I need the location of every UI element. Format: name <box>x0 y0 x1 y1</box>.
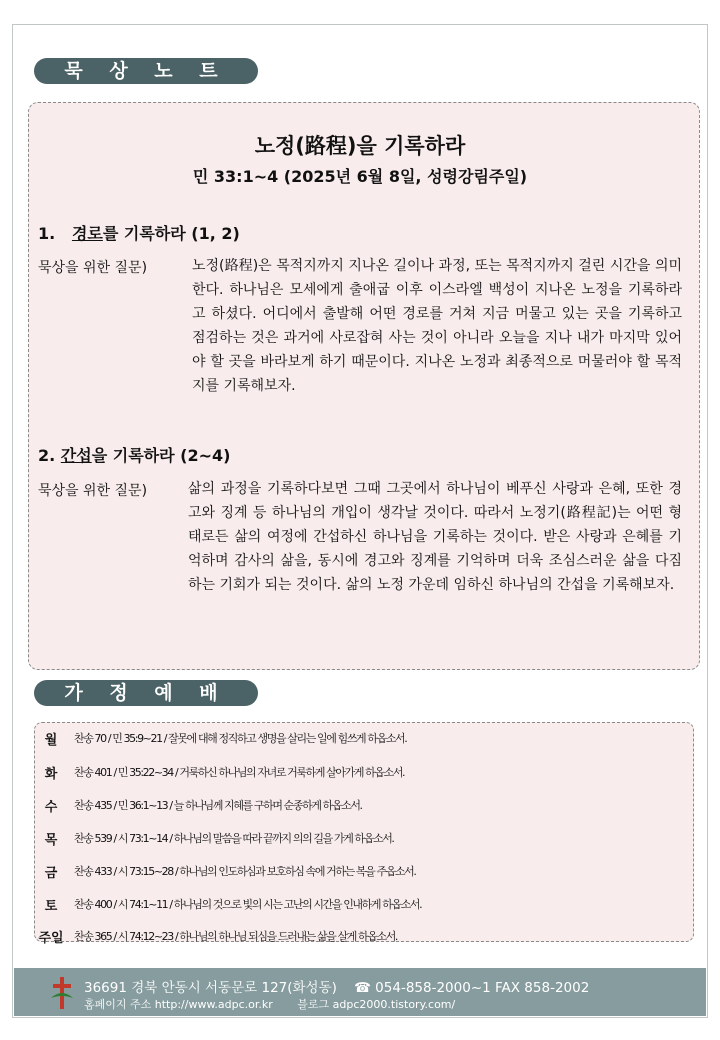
meditation-section-label: 묵 상 노 트 <box>34 58 258 84</box>
point-2-keyword: 간섭 <box>60 446 92 465</box>
footer-web-line <box>84 996 455 1012</box>
footer-blog[interactable]: 블로그 adpc2000.tistory.com/ <box>297 998 456 1011</box>
sermon-reference: 민 33:1~4 (2025년 6월 8일, 성령강림주일) <box>192 167 528 186</box>
worship-day: 금 <box>44 866 58 881</box>
footer-contact-line <box>84 976 589 996</box>
point-2-number: 2. <box>38 446 56 465</box>
worship-entry: 찬송 365 / 시 74:12~23 / 하나님의 하나님 되심을 드러내는 삶을 살게 하옵소서. <box>74 930 398 943</box>
point-1-rest: 를 기록하라 (1, 2) <box>102 224 240 243</box>
point-1-heading <box>38 221 240 244</box>
worship-day: 수 <box>44 800 58 815</box>
worship-day: 월 <box>44 733 58 748</box>
worship-day: 주일 <box>38 931 64 946</box>
worship-entry: 찬송 400 / 시 74:1~11 / 하나님의 것으로 빛의 시는 고난의 시간을 인내하게 하옵소서. <box>74 898 422 911</box>
worship-entry: 찬송 70 / 민 35:9~21 / 잘못에 대해 정직하고 생명을 살리는 일에 힘쓰게 하옵소서. <box>74 732 407 745</box>
worship-entry: 찬송 539 / 시 73:1~14 / 하나님의 말씀을 따라 끝까지 의의 길을 가게 하옵소서. <box>74 832 394 845</box>
worship-day: 토 <box>44 899 58 914</box>
worship-entry: 찬송 435 / 민 36:1~13 / 늘 하나님께 지혜를 구하며 순종하게 하옵소서. <box>74 799 362 812</box>
worship-entry: 찬송 433 / 시 73:15~28 / 하나님의 인도하심과 보호하심 속에 거하는 복을 주옵소서. <box>74 865 416 878</box>
point-2-text: 삶의 과정을 기록하다보면 그때 그곳에서 하나님이 베푸신 사랑과 은혜, 또한 경고와 징계 등 하나님의 개입이 생각날 것이다. 따라서 노정기(路程記)는 어떤 형태로든 삶의 여정에 간섭하신 하나님을 기록하는 것이다. 받은 사랑과 은혜를 기억하며 감사의 삶을, 동시에 경고와 징계를 기억하며 더욱 조심스러운 삶을 다짐하는 기회가 되는 것이다. 삶의 노정 가운데 임하신 하나님의 간섭을 기록해보자. <box>188 481 682 594</box>
footer-phone: ☎ 054-858-2000~1 FAX 858-2002 <box>354 980 590 996</box>
church-logo-icon <box>48 976 76 1010</box>
point-2-heading <box>38 443 230 466</box>
worship-entry: 찬송 401 / 민 35:22~34 / 거룩하신 하나님의 자녀로 거룩하게 살아가게 하옵소서. <box>74 766 405 779</box>
sermon-title: 노정(路程)을 기록하라 <box>254 134 466 158</box>
footer-address: 36691 경북 안동시 서동문로 127(화성동) <box>84 980 337 996</box>
footer-homepage[interactable]: 홈페이지 주소 http://www.adpc.or.kr <box>84 998 273 1011</box>
point-2-rest: 을 기록하라 (2~4) <box>91 446 231 465</box>
point-1-number: 1. <box>38 224 56 243</box>
point-1-text: 노정(路程)은 목적지까지 지나온 길이나 과정, 또는 목적지까지 걸린 시간을 의미한다. 하나님은 모세에게 출애굽 이후 이스라엘 백성이 지나온 노정을 기록하라고 하셨다. 어디에서 출발해 어떤 경로를 거쳐 지금 머물고 있는 곳을 기록하고 점검하는 것은 과거에 사로잡혀 사는 것이 아니라 오늘을 지나 내가 마지막 있어야 할 곳을 바라보게 하기 때문이다. 지나온 노정과 최종적으로 머물러야 할 목적지를 기록해보자. <box>192 258 682 395</box>
point-1-question-label: 묵상을 위한 질문) <box>38 260 148 276</box>
point-1-keyword: 경로 <box>71 224 103 243</box>
worship-day: 화 <box>44 767 58 782</box>
worship-section-label: 가 정 예 배 <box>34 680 258 706</box>
point-2-question-label: 묵상을 위한 질문) <box>38 483 148 499</box>
worship-day: 목 <box>44 833 58 848</box>
